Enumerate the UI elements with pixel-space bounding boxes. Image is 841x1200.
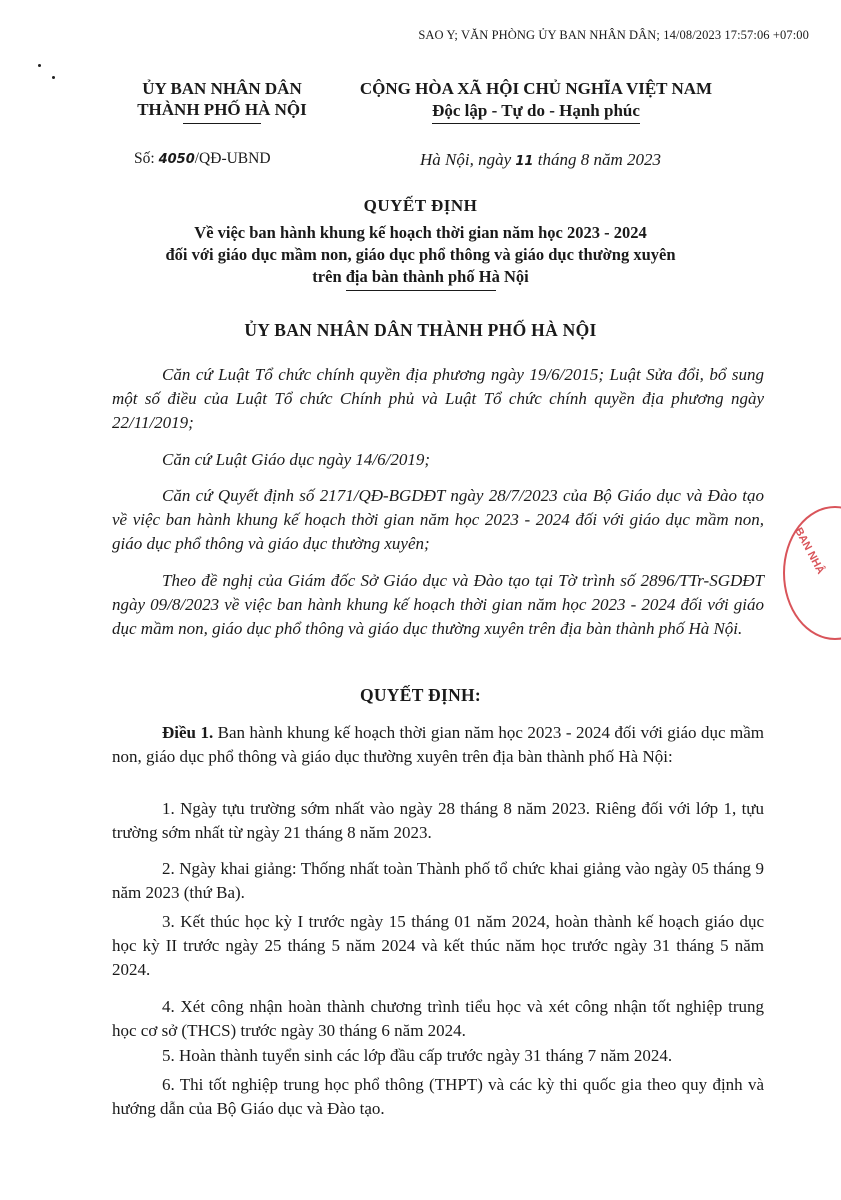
article-item-6: 6. Thi tốt nghiệp trung học phổ thông (THPT) và các kỳ thi quốc gia theo quy định và hướng dẫn của Bộ Giáo dục và Đào tạo. bbox=[112, 1075, 764, 1118]
subject-line-3: trên địa bàn thành phố Hà Nội bbox=[312, 267, 529, 286]
red-seal-stamp bbox=[783, 506, 841, 640]
national-title bbox=[356, 78, 716, 124]
article-item-3: 3. Kết thúc học kỳ I trước ngày 15 tháng 01 năm 2024, hoàn thành kế hoạch giáo dục học kỳ II trước ngày 25 tháng 5 năm 2024 và kết thúc năm học trước ngày 31 tháng 5 năm 2024. bbox=[112, 912, 764, 979]
legal-ground-4: Theo đề nghị của Giám đốc Sở Giáo dục và Đào tạo tại Tờ trình số 2896/TTr-SGDĐT ngày 09/8/2023 về việc ban hành khung kế hoạch thời gian năm học 2023 - 2024 đối với giáo dục mầm non, giáo dục phổ thông và giáo dục thường xuyên trên địa bàn thành phố Hà Nội. bbox=[112, 571, 764, 638]
issue-day: 11 bbox=[515, 154, 534, 169]
subject-underline bbox=[346, 290, 496, 291]
subject-line-2: đối với giáo dục mầm non, giáo dục phổ thông và giáo dục thường xuyên bbox=[165, 245, 676, 264]
issuing-organization bbox=[112, 78, 332, 124]
seal-text: BAN NHÂ bbox=[792, 525, 827, 577]
article-1 bbox=[112, 721, 764, 769]
org-line-2: THÀNH PHỐ HÀ NỘI bbox=[137, 100, 307, 119]
legal-ground-3: Căn cứ Quyết định số 2171/QĐ-BGDĐT ngày 28/7/2023 của Bộ Giáo dục và Đào tạo về việc ban hành khung kế hoạch thời gian năm học 2023 - 2024 đối với giáo dục mầm non, giáo dục phổ thông và giáo dục thường xuyên; bbox=[112, 486, 764, 553]
national-motto: Độc lập - Tự do - Hạnh phúc bbox=[432, 100, 640, 124]
org-line-1: ỦY BAN NHÂN DÂN bbox=[142, 79, 302, 98]
subject-line-1: Về việc ban hành khung kế hoạch thời gian năm học 2023 - 2024 bbox=[194, 223, 647, 242]
article-1-text: Ban hành khung kế hoạch thời gian năm học 2023 - 2024 đối với giáo dục mầm non, giáo dục phổ thông và giáo dục thường xuyên trên địa bàn thành phố Hà Nội: bbox=[112, 723, 764, 766]
article-item-4: 4. Xét công nhận hoàn thành chương trình tiểu học và xét công nhận tốt nghiệp trung học cơ sở (THCS) trước ngày 30 tháng 6 năm 2024. bbox=[112, 997, 764, 1040]
article-1-label: Điều 1. bbox=[162, 723, 214, 742]
issuing-authority: ỦY BAN NHÂN DÂN THÀNH PHỐ HÀ NỘI bbox=[244, 320, 597, 340]
org-underline bbox=[183, 123, 261, 124]
copy-stamp: SAO Y; VĂN PHÒNG ỦY BAN NHÂN DÂN; 14/08/2023 17:57:06 +07:00 bbox=[418, 28, 809, 42]
document-number-value: 4050 bbox=[158, 152, 195, 167]
legal-ground-1: Căn cứ Luật Tổ chức chính quyền địa phương ngày 19/6/2015; Luật Sửa đổi, bổ sung một số điều của Luật Tổ chức Chính phủ và Luật Tổ chức chính quyền địa phương ngày 22/11/2019; bbox=[112, 365, 764, 432]
document-title: QUYẾT ĐỊNH bbox=[363, 196, 478, 215]
article-item-2: 2. Ngày khai giảng: Thống nhất toàn Thành phố tổ chức khai giảng vào ngày 05 tháng 9 năm 2023 (thứ Ba). bbox=[112, 859, 764, 902]
document-number: Số: 4050/QĐ-UBND bbox=[134, 150, 271, 167]
legal-ground-2: Căn cứ Luật Giáo dục ngày 14/6/2019; bbox=[162, 450, 431, 469]
article-item-5: 5. Hoàn thành tuyển sinh các lớp đầu cấp trước ngày 31 tháng 7 năm 2024. bbox=[162, 1046, 673, 1065]
article-item-1: 1. Ngày tựu trường sớm nhất vào ngày 28 tháng 8 năm 2023. Riêng đối với lớp 1, tựu trường sớm nhất từ ngày 21 tháng 8 năm 2023. bbox=[112, 799, 764, 842]
document-subject bbox=[0, 222, 841, 291]
issue-date: Hà Nội, ngày 11 tháng 8 năm 2023 bbox=[420, 150, 661, 169]
decision-heading: QUYẾT ĐỊNH: bbox=[359, 685, 482, 705]
nation-line-1: CỘNG HÒA XÃ HỘI CHỦ NGHĨA VIỆT NAM bbox=[359, 79, 713, 98]
